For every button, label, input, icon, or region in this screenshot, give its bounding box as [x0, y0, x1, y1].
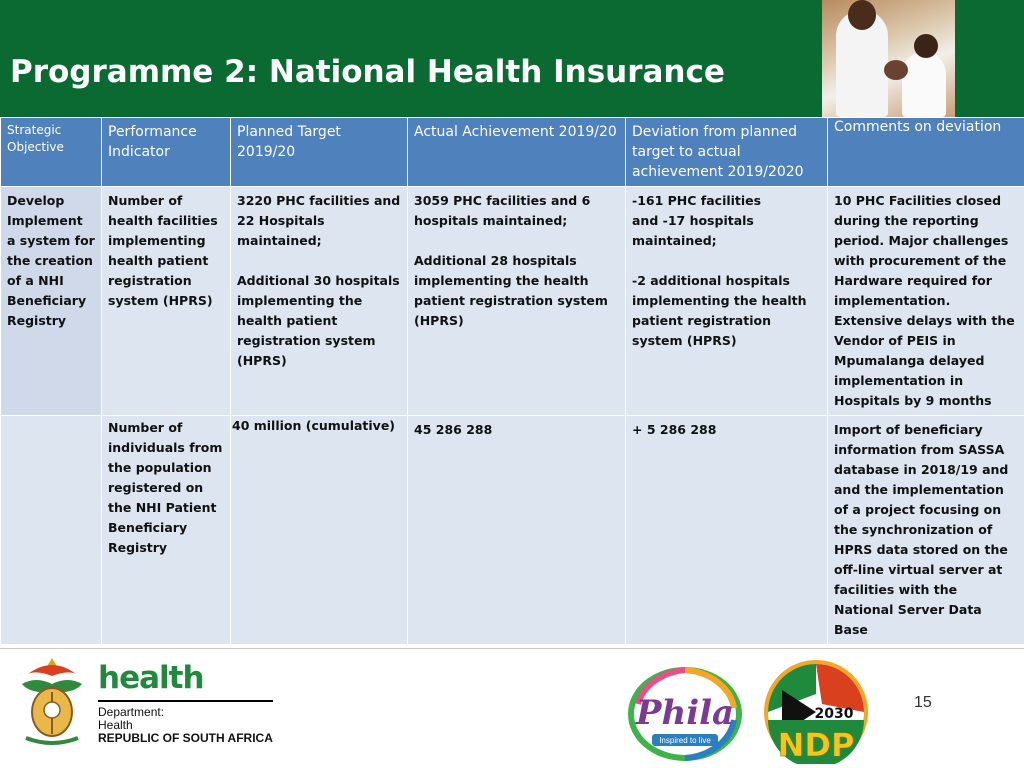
table-row [1, 416, 1024, 645]
cell-actual: 3059 PHC facilities and 6 hospitals maintained; Additional 28 hospitals implementing the health patient registration system (HPRS) [408, 187, 626, 416]
table-row [1, 187, 1024, 416]
page-number: 15 [914, 694, 932, 711]
cell-actual: 45 286 288 [408, 416, 626, 645]
ndp-year: 2030 [814, 706, 854, 722]
title-banner [0, 0, 1024, 117]
phila-word: Phila [635, 693, 735, 733]
cell-deviation: -161 PHC facilities and -17 hospitals maintained; -2 additional hospitals implementing the health patient registration system (HPRS) [626, 187, 828, 416]
phila-tagline: Inspired to live [659, 736, 711, 745]
slide-title: Programme 2: National Health Insurance [10, 54, 725, 90]
cell-planned: 40 million (cumulative) [231, 416, 408, 645]
header-actual-achievement: Actual Achievement 2019/20 [408, 118, 626, 187]
header-planned-target: Planned Target 2019/20 [231, 118, 408, 187]
ndp-word: NDP [777, 726, 855, 764]
table-header-row [1, 118, 1024, 187]
header-strategic-objective: Strategic Objective [1, 118, 102, 187]
cell-planned: 3220 PHC facilities and 22 Hospitals maintained; Additional 30 hospitals implementing the health patient registration system (HPRS) [231, 187, 408, 416]
cell-comments: 10 PHC Facilities closed during the reporting period. Major challenges with procurement of the Hardware required for implementation. Extensive delays with the Vendor of PEIS in Mpumalanga delayed implementation in Hospitals by 9 months [828, 187, 1024, 416]
coat-of-arms-logo [16, 654, 88, 750]
ndp-2030-logo [762, 660, 870, 764]
footer-divider [0, 648, 1024, 649]
cell-comments: Import of beneficiary information from SASSA database in 2018/19 and and the implementation of a project focusing on the synchronization of HPRS data stored on the off-line virtual server at facilities with the National Server Data Base [828, 416, 1024, 645]
cell-objective [1, 416, 102, 645]
header-deviation: Deviation from planned target to actual achievement 2019/2020 [626, 118, 828, 187]
performance-table [0, 117, 1024, 645]
phila-logo [626, 664, 744, 764]
header-comments: Comments on deviation [828, 118, 1024, 187]
cell-indicator: Number of health facilities implementing health patient registration system (HPRS) [102, 187, 231, 416]
header-performance-indicator: Performance Indicator [102, 118, 231, 187]
cell-deviation: + 5 286 288 [626, 416, 828, 645]
health-logo-rule [98, 700, 273, 702]
health-logo-word: health [98, 660, 204, 696]
dept-line-1: Department: [98, 705, 165, 719]
dept-line-2: Health [98, 718, 133, 732]
nurse-children-photo [822, 0, 955, 117]
cell-indicator: Number of individuals from the population registered on the NHI Patient Beneficiary Registry [102, 416, 231, 645]
dept-line-3: REPUBLIC OF SOUTH AFRICA [98, 731, 273, 745]
cell-objective: Develop Implement a system for the creation of a NHI Beneficiary Registry [1, 187, 102, 416]
